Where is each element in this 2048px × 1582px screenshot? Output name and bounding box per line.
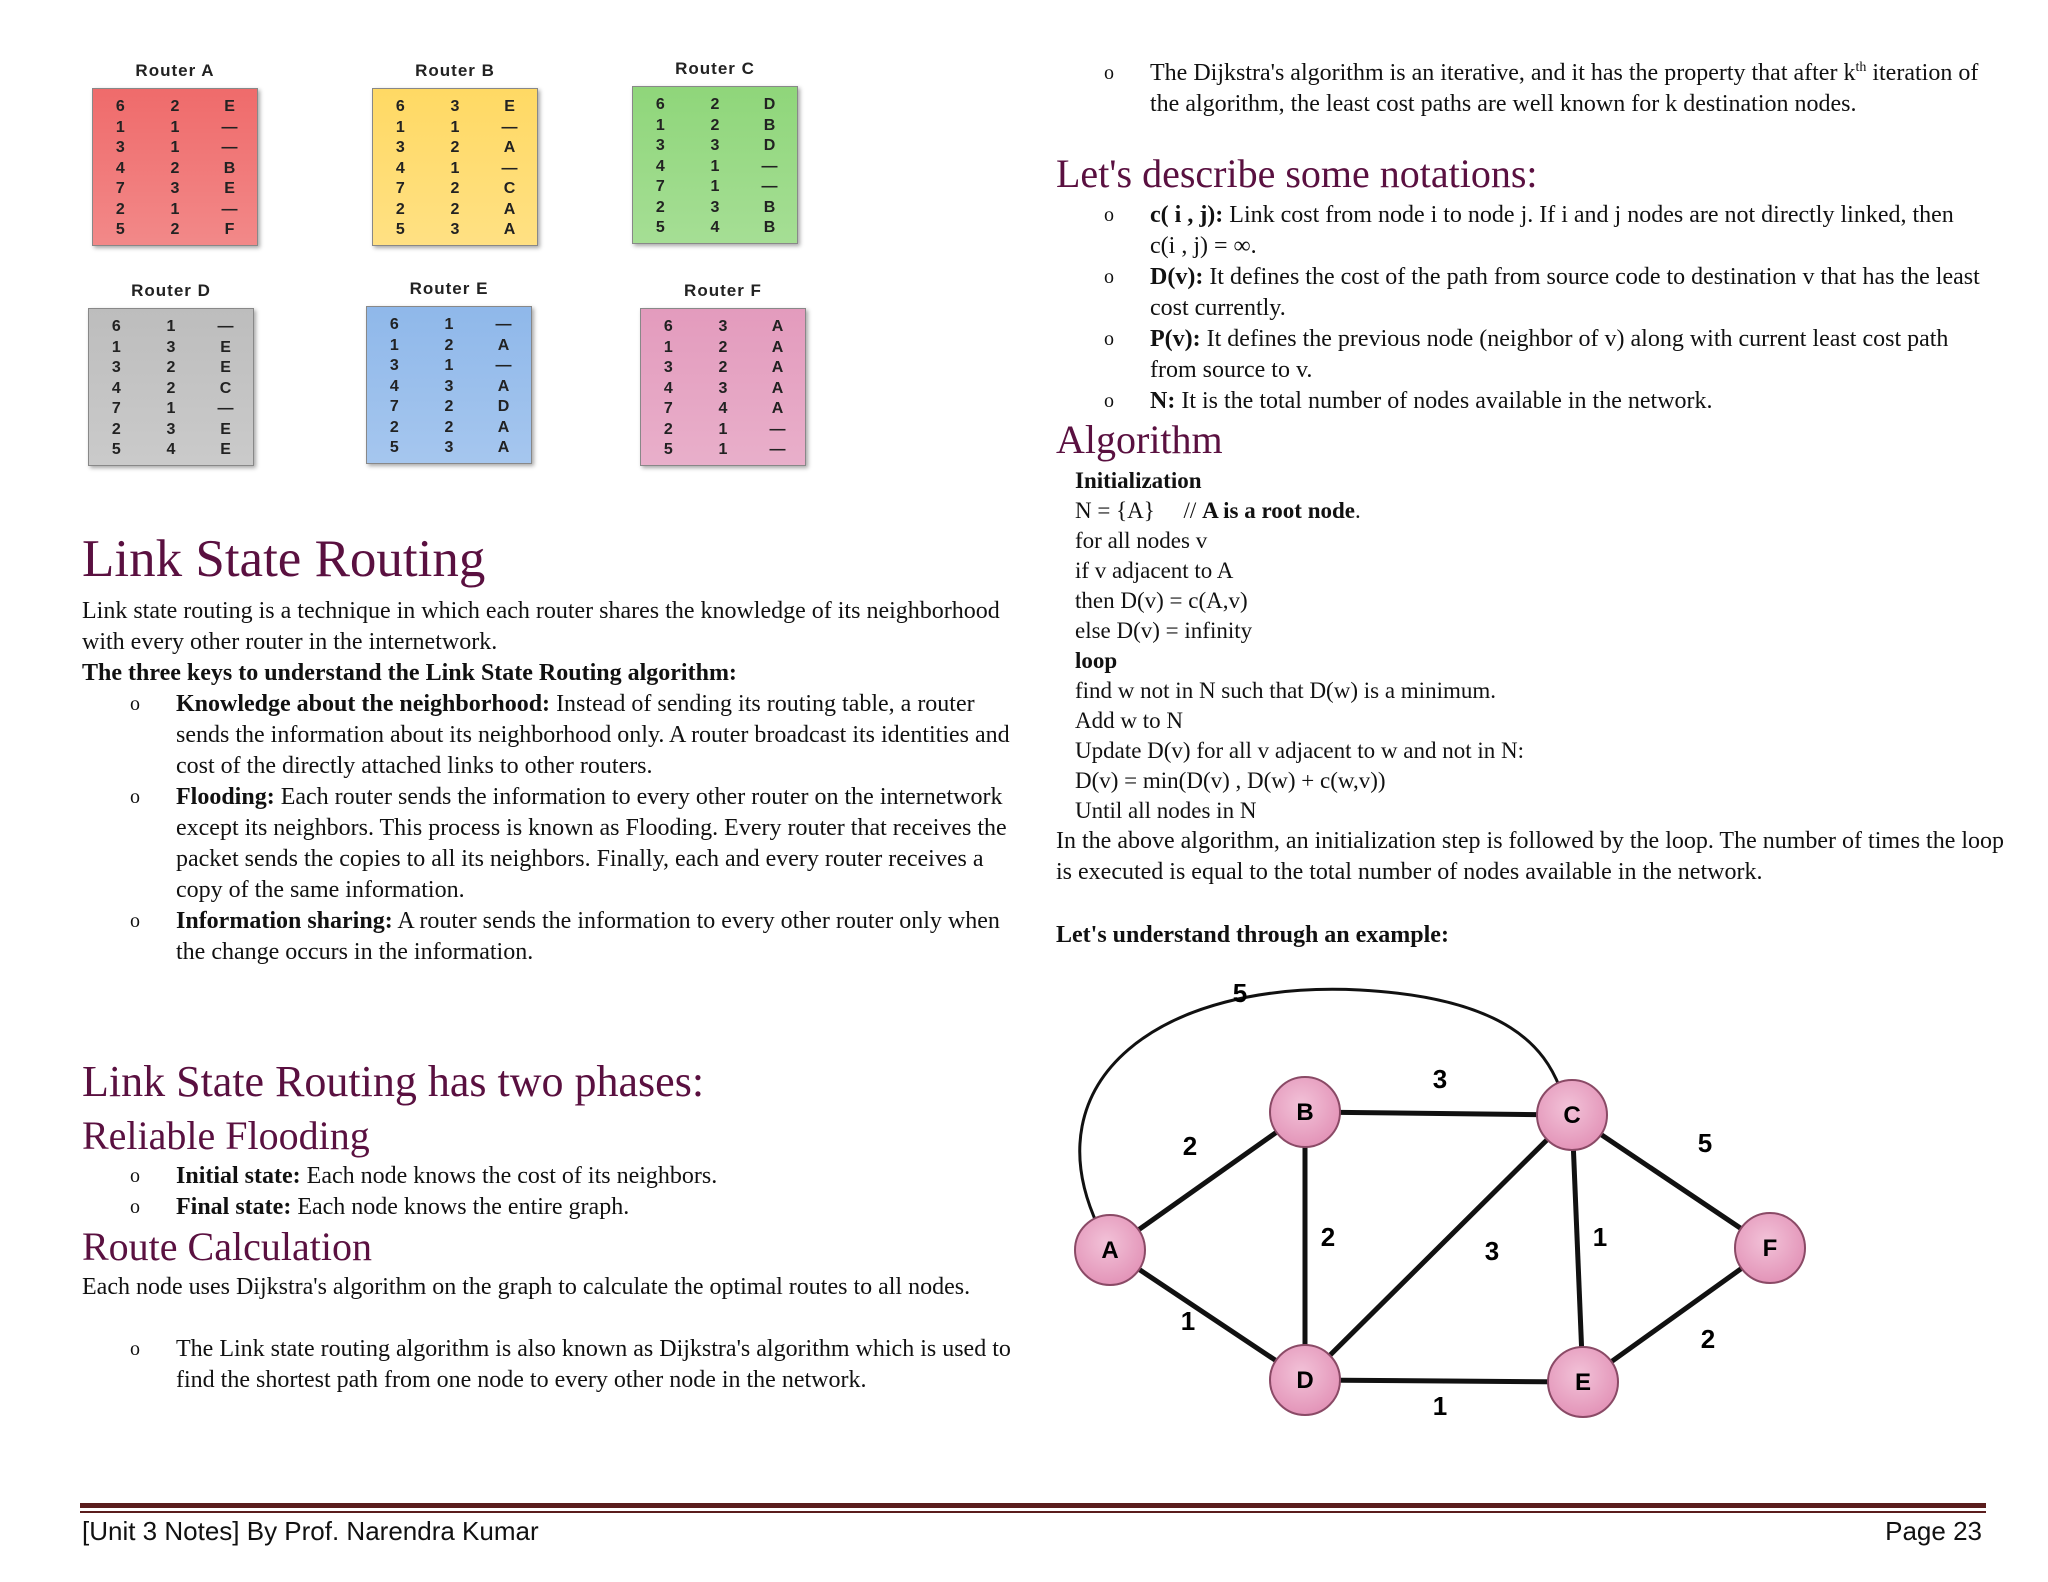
code-line: if v adjacent to A	[1075, 558, 1234, 583]
table-cell: 3	[166, 338, 176, 356]
table-cell: 2	[170, 159, 180, 177]
table-row	[633, 198, 797, 219]
table-row	[93, 220, 257, 241]
list-item: o Initial state: Each node knows the cost of its neighbors.	[130, 1163, 718, 1189]
table-cell: —	[761, 178, 778, 195]
table-cell: 2	[444, 418, 454, 436]
table-cell: A	[497, 439, 510, 456]
table-cell: 2	[115, 200, 125, 218]
route-calculation-title: Route Calculation	[82, 1224, 372, 1269]
table-cell: E	[220, 338, 231, 356]
table-cell: 1	[718, 420, 728, 438]
after-algorithm-paragraph: In the above algorithm, an initialization step is followed by the loop. The number of times the loop is executed is equal to the total number of nodes available in the network.	[1056, 828, 2005, 885]
footer-rule	[80, 1503, 1986, 1508]
edge-B-C	[1305, 1112, 1572, 1115]
table-row	[373, 138, 537, 159]
table-row	[633, 218, 797, 239]
table-cell: 1	[166, 400, 176, 417]
table-cell: 4	[111, 379, 121, 397]
table-row	[89, 420, 253, 441]
table-row	[367, 377, 531, 398]
table-cell: 2	[166, 379, 176, 397]
table-cell: 7	[115, 180, 125, 197]
table-cell: 1	[655, 116, 665, 134]
table-cell: 3	[718, 379, 728, 397]
table-cell: 2	[170, 221, 180, 238]
table-row	[89, 399, 253, 420]
table-cell: 3	[111, 359, 121, 376]
table-cell: 5	[115, 221, 125, 238]
table-cell: 4	[166, 441, 176, 458]
table-cell: E	[220, 359, 231, 376]
table-cell: 1	[389, 336, 399, 354]
table-cell: 2	[166, 359, 176, 376]
node-label: C	[1563, 1102, 1581, 1129]
list-item: o Final state: Each node knows the entire graph.	[130, 1194, 630, 1220]
edge-cost-label: 1	[1592, 1222, 1608, 1252]
table-cell: —	[501, 118, 518, 136]
table-cell: —	[217, 318, 234, 335]
table-row	[367, 438, 531, 459]
table-cell: 4	[710, 219, 720, 236]
algorithm-code	[1075, 466, 1975, 826]
table-row	[641, 338, 805, 359]
table-cell: 1	[450, 159, 460, 177]
table-row	[93, 97, 257, 118]
table-cell: 1	[166, 318, 176, 335]
list-item: o Knowledge about the neighborhood: Instead of sending its routing table, a router sends the information about its neighborhood only. A router broadcast its identities and cost of the directly attached links to other routers.	[130, 691, 1010, 779]
node-label: E	[1574, 1369, 1592, 1396]
table-cell: 6	[115, 98, 125, 115]
code-line: find w not in N such that D(w) is a minimum.	[1075, 678, 1496, 703]
table-row	[641, 399, 805, 420]
table-cell: 1	[663, 338, 673, 356]
table-cell: 7	[395, 180, 405, 197]
table-row	[633, 95, 797, 116]
node-label: D	[1296, 1367, 1314, 1394]
edge-cost-label: 2	[1320, 1222, 1336, 1252]
table-cell: —	[221, 200, 238, 218]
keys-list	[130, 689, 1016, 968]
table-cell: 1	[718, 441, 728, 458]
code-line: N = {A} // A is a root node.	[1075, 498, 1361, 523]
table-cell: C	[503, 180, 516, 197]
router-title: Router D	[131, 281, 211, 300]
table-cell: 3	[663, 359, 673, 376]
init-label: Initialization	[1075, 468, 1202, 493]
table-cell: 3	[710, 198, 720, 216]
table-cell: 7	[111, 400, 121, 417]
table-cell: 2	[718, 359, 728, 376]
table-cell: B	[763, 219, 776, 236]
table-cell: 7	[389, 398, 399, 415]
algorithm-title: Algorithm	[1056, 417, 1223, 462]
table-cell: 1	[710, 178, 720, 195]
table-cell: 4	[115, 159, 125, 177]
router-table-body	[88, 308, 254, 466]
table-cell: A	[497, 418, 510, 436]
table-row	[641, 317, 805, 338]
table-row	[633, 157, 797, 178]
table-row	[373, 220, 537, 241]
table-cell: 2	[710, 96, 720, 113]
table-cell: 2	[444, 398, 454, 415]
list-item: o The Link state routing algorithm is also known as Dijkstra's algorithm which is used to find the shortest path from one node to every other node in the network.	[130, 1336, 1011, 1393]
table-cell: 1	[170, 118, 180, 136]
node-label: B	[1296, 1099, 1314, 1126]
table-cell: D	[497, 398, 510, 415]
notations-list	[1104, 200, 1980, 417]
table-cell: —	[221, 118, 238, 136]
table-row	[641, 420, 805, 441]
edge-cost-label: 5	[1232, 978, 1248, 1008]
table-row	[633, 177, 797, 198]
table-cell: 3	[450, 221, 460, 238]
table-cell: 6	[111, 318, 121, 335]
table-cell: E	[224, 98, 235, 115]
table-cell: 4	[718, 400, 728, 417]
table-cell: 2	[450, 139, 460, 156]
table-cell: E	[220, 420, 231, 438]
table-row	[373, 200, 537, 221]
table-cell: 2	[170, 98, 180, 115]
router-table	[88, 280, 254, 466]
list-item: o D(v): It defines the cost of the path from source code to destination v that has the least cost currently.	[1104, 264, 1980, 321]
table-cell: 1	[115, 118, 125, 136]
table-cell: A	[503, 221, 516, 238]
table-cell: 7	[655, 178, 665, 195]
router-table-body	[632, 86, 798, 244]
table-cell: A	[771, 318, 784, 335]
loop-label: loop	[1075, 648, 1118, 673]
table-row	[373, 179, 537, 200]
footer-left: [Unit 3 Notes] By Prof. Narendra Kumar	[82, 1516, 539, 1546]
router-table	[92, 60, 258, 246]
router-title: Router F	[684, 281, 762, 300]
table-row	[89, 379, 253, 400]
table-cell: A	[497, 377, 510, 395]
notations-title: Let's describe some notations:	[1056, 151, 1538, 196]
edge-cost-label: 3	[1432, 1064, 1448, 1094]
table-cell: 5	[655, 219, 665, 236]
table-cell: E	[504, 98, 515, 115]
table-row	[367, 336, 531, 357]
table-cell: B	[763, 116, 776, 134]
table-cell: 4	[389, 377, 399, 395]
page-number: Page 23	[1885, 1516, 1982, 1546]
edge-cost-label: 1	[1432, 1391, 1448, 1421]
edge-C-E	[1572, 1115, 1583, 1382]
table-row	[633, 116, 797, 137]
table-cell: —	[221, 139, 238, 156]
table-cell: —	[495, 357, 512, 374]
table-cell: 1	[710, 157, 720, 175]
table-cell: 1	[395, 118, 405, 136]
table-cell: 2	[444, 336, 454, 354]
table-cell: 2	[450, 200, 460, 218]
table-cell: 4	[663, 379, 673, 397]
table-cell: —	[495, 316, 512, 333]
intro-paragraph: Link state routing is a technique in which each router shares the knowledge of its neighborhood with every other router in the internetwork.	[82, 598, 1000, 655]
list-item: o N: It is the total number of nodes available in the network.	[1104, 388, 1713, 414]
phases-title: Link State Routing has two phases:	[82, 1057, 705, 1106]
table-cell: B	[223, 159, 236, 177]
table-row	[367, 356, 531, 377]
table-cell: 3	[710, 137, 720, 154]
table-cell: E	[224, 180, 235, 197]
table-cell: A	[771, 400, 784, 417]
table-cell: 5	[395, 221, 405, 238]
table-cell: 1	[111, 338, 121, 356]
table-row	[89, 358, 253, 379]
table-cell: 6	[389, 316, 399, 333]
table-row	[93, 200, 257, 221]
edge-D-E	[1305, 1380, 1583, 1382]
table-cell: 3	[718, 318, 728, 335]
code-line: Until all nodes in N	[1075, 798, 1257, 823]
table-cell: A	[771, 359, 784, 376]
table-cell: —	[217, 400, 234, 417]
table-cell: 1	[444, 357, 454, 374]
table-cell: 3	[655, 137, 665, 154]
table-cell: 6	[655, 96, 665, 113]
table-cell: 3	[395, 139, 405, 156]
edge-cost-label: 2	[1182, 1131, 1198, 1161]
edge-cost-label: 1	[1180, 1306, 1196, 1336]
reliable-flooding-title: Reliable Flooding	[82, 1113, 370, 1158]
table-cell: —	[769, 420, 786, 438]
table-cell: 3	[170, 180, 180, 197]
edge-cost-label: 3	[1484, 1236, 1500, 1266]
dijkstra-list	[1104, 58, 1980, 120]
route-list	[130, 1334, 1016, 1396]
table-row	[89, 317, 253, 338]
table-cell: 5	[389, 439, 399, 456]
router-table-body	[366, 306, 532, 464]
edge-cost-label: 5	[1697, 1128, 1713, 1158]
list-item: o P(v): It defines the previous node (neighbor of v) along with current least cost path from source to v.	[1104, 326, 1949, 383]
list-item: o Information sharing: A router sends the information to every other router only when the change occurs in the information.	[130, 908, 1000, 965]
table-cell: 7	[663, 400, 673, 417]
node-label: A	[1101, 1237, 1119, 1264]
router-title: Router B	[415, 61, 495, 80]
table-row	[633, 136, 797, 157]
code-line: for all nodes v	[1075, 528, 1208, 553]
table-cell: 2	[395, 200, 405, 218]
example-label: Let's understand through an example:	[1056, 922, 1449, 948]
table-cell: 6	[395, 98, 405, 115]
table-cell: 2	[718, 338, 728, 356]
table-row	[373, 118, 537, 139]
router-table-body	[640, 308, 806, 466]
table-cell: 4	[395, 159, 405, 177]
table-cell: 3	[115, 139, 125, 156]
table-cell: A	[771, 338, 784, 356]
footer-rule-thin	[80, 1511, 1986, 1513]
table-cell: D	[763, 137, 776, 154]
table-cell: A	[503, 139, 516, 156]
edge-cost-label: 2	[1700, 1324, 1716, 1354]
router-title: Router C	[675, 59, 755, 78]
table-row	[641, 440, 805, 461]
network-graph	[1040, 960, 1860, 1440]
router-table-body	[372, 88, 538, 246]
table-cell: F	[224, 221, 235, 238]
table-cell: 1	[170, 139, 180, 156]
edge-C-D	[1305, 1115, 1572, 1380]
table-cell: 5	[111, 441, 121, 458]
router-title: Router E	[409, 279, 489, 298]
list-item: o c( i , j): Link cost from node i to node j. If i and j nodes are not directly linked, then c(i , j) = ∞.	[1104, 202, 1954, 259]
code-line: Add w to N	[1075, 708, 1183, 733]
table-cell: —	[501, 159, 518, 177]
table-row	[93, 159, 257, 180]
table-cell: 1	[444, 316, 454, 333]
section-title-link-state-routing: Link State Routing	[82, 530, 486, 588]
table-cell: B	[763, 198, 776, 216]
table-row	[373, 159, 537, 180]
table-cell: —	[769, 441, 786, 458]
table-row	[89, 440, 253, 461]
table-cell: 2	[389, 418, 399, 436]
table-cell: 3	[389, 357, 399, 374]
table-row	[93, 138, 257, 159]
table-row	[367, 418, 531, 439]
table-cell: —	[761, 157, 778, 175]
router-table-body	[92, 88, 258, 246]
table-cell: 1	[170, 200, 180, 218]
router-table	[366, 278, 532, 464]
table-cell: 3	[444, 439, 454, 456]
table-row	[89, 338, 253, 359]
table-cell: 3	[450, 98, 460, 115]
table-cell: 3	[166, 420, 176, 438]
table-cell: 1	[450, 118, 460, 136]
table-cell: 2	[663, 420, 673, 438]
code-line: D(v) = min(D(v) , D(w) + c(w,v))	[1075, 768, 1386, 793]
table-row	[373, 97, 537, 118]
table-cell: 5	[663, 441, 673, 458]
table-cell: 3	[444, 377, 454, 395]
router-table	[632, 58, 798, 244]
table-cell: 6	[663, 318, 673, 335]
code-line: Update D(v) for all v adjacent to w and not in N:	[1075, 738, 1525, 763]
list-item: o The Dijkstra's algorithm is an iterative, and it has the property that after $k^{th}$ iteration of the algorithm, the least cost paths are well known for k destination nodes.	[1104, 60, 1979, 117]
table-cell: A	[497, 336, 510, 354]
table-row	[367, 397, 531, 418]
table-row	[367, 315, 531, 336]
table-row	[641, 358, 805, 379]
code-line: then D(v) = c(A,v)	[1075, 588, 1248, 613]
table-cell: A	[771, 379, 784, 397]
router-table	[640, 280, 806, 466]
table-cell: C	[219, 379, 232, 397]
table-cell: E	[220, 441, 231, 458]
node-label: F	[1762, 1235, 1778, 1262]
table-cell: A	[503, 200, 516, 218]
table-cell: 2	[111, 420, 121, 438]
table-cell: 2	[710, 116, 720, 134]
route-paragraph: Each node uses Dijkstra's algorithm on the graph to calculate the optimal routes to all nodes.	[82, 1274, 971, 1300]
table-row	[93, 118, 257, 139]
table-cell: D	[763, 96, 776, 113]
router-title: Router A	[135, 61, 215, 80]
table-cell: 2	[450, 180, 460, 197]
flooding-list	[130, 1161, 1016, 1223]
router-table	[372, 60, 538, 246]
code-line: else D(v) = infinity	[1075, 618, 1253, 643]
table-row	[93, 179, 257, 200]
list-item: o Flooding: Each router sends the information to every other router on the internetwork except its neighbors. This process is known as Flooding. Every router that receives the packet sends the copies to all its neighbors. Finally, each and every router receives a copy of the same information.	[130, 784, 1007, 903]
table-cell: 2	[655, 198, 665, 216]
table-cell: 4	[655, 157, 665, 175]
keys-heading: The three keys to understand the Link State Routing algorithm:	[82, 660, 737, 686]
table-row	[641, 379, 805, 400]
